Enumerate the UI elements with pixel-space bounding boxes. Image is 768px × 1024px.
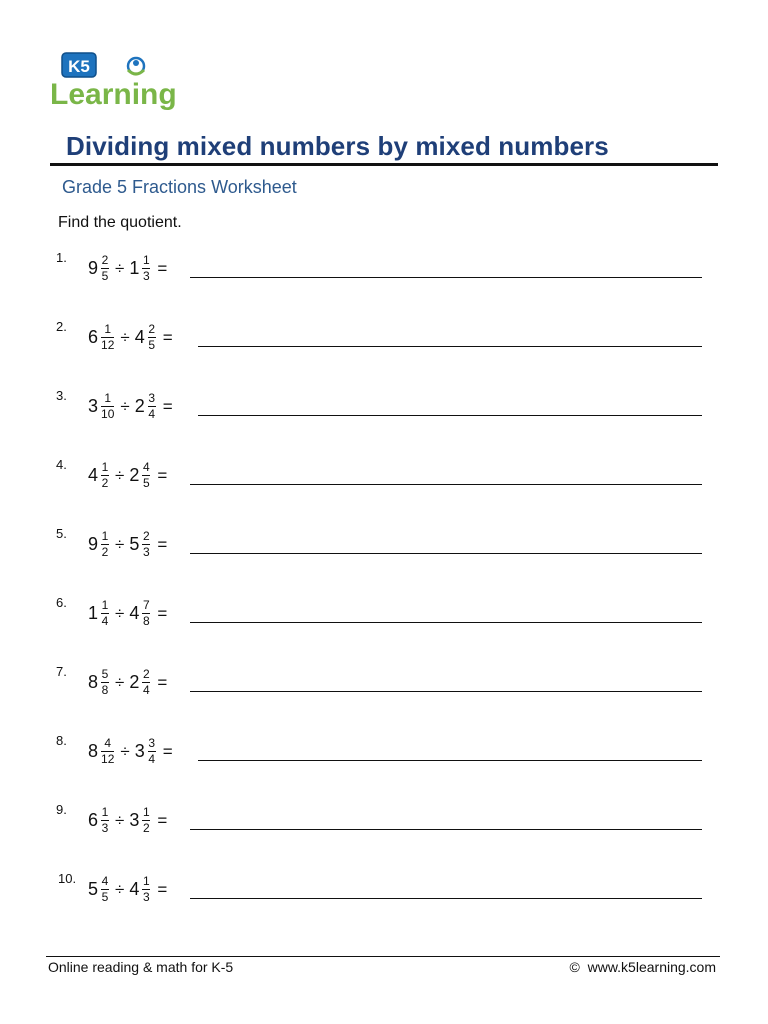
numerator: 4: [143, 460, 150, 474]
answer-line[interactable]: [190, 622, 702, 623]
footer-tagline: Online reading & math for K-5: [48, 959, 234, 975]
problem-row: [56, 319, 716, 359]
fraction: [101, 323, 114, 352]
fraction: [101, 737, 114, 766]
problem-expression: [88, 254, 167, 283]
denominator: 3: [143, 890, 150, 904]
fraction: [101, 668, 109, 697]
denominator: 4: [101, 614, 109, 628]
problem-row: [56, 526, 716, 566]
whole-number: 3: [134, 741, 145, 761]
whole-number: 5: [129, 534, 140, 554]
divide-sign: ÷: [115, 672, 125, 692]
whole-number: 2: [134, 396, 145, 416]
whole-number: 3: [88, 396, 99, 416]
divide-sign: ÷: [115, 603, 125, 623]
equals-sign: =: [157, 258, 168, 278]
denominator: 4: [148, 752, 156, 766]
whole-number: 6: [88, 810, 99, 830]
problem-expression: [88, 323, 173, 352]
problem-row: [56, 457, 716, 497]
problem-number: 7.: [56, 664, 67, 679]
fraction: [142, 806, 150, 835]
fraction: [101, 461, 109, 490]
whole-number: 6: [88, 327, 99, 347]
numerator: 1: [143, 805, 150, 819]
numerator: 1: [101, 460, 109, 474]
whole-number: 4: [129, 879, 140, 899]
denominator: 2: [101, 476, 109, 490]
numerator: 1: [101, 805, 109, 819]
denominator: 5: [101, 269, 109, 283]
fraction: [142, 254, 150, 283]
problem-row: [56, 595, 716, 635]
numerator: 2: [143, 529, 150, 543]
copyright-symbol: ©: [569, 959, 580, 975]
denominator: 4: [148, 407, 156, 421]
numerator: 7: [143, 598, 150, 612]
denominator: 4: [143, 683, 150, 697]
website-link[interactable]: www.k5learning.com: [587, 959, 716, 975]
equals-sign: =: [157, 810, 168, 830]
numerator: 2: [143, 667, 150, 681]
answer-line[interactable]: [190, 829, 702, 830]
fraction: [142, 668, 150, 697]
fraction: [148, 323, 156, 352]
fraction: [142, 461, 150, 490]
whole-number: 9: [88, 258, 99, 278]
equals-sign: =: [157, 603, 168, 623]
whole-number: 2: [129, 465, 140, 485]
numerator: 4: [101, 874, 109, 888]
equals-sign: =: [162, 327, 173, 347]
problem-row: [56, 250, 716, 290]
numerator: 1: [104, 322, 112, 336]
denominator: 3: [101, 821, 109, 835]
denominator: 8: [143, 614, 150, 628]
answer-line[interactable]: [198, 415, 702, 416]
divide-sign: ÷: [115, 534, 125, 554]
problem-expression: [88, 599, 167, 628]
denominator: 5: [101, 890, 109, 904]
instructions: Find the quotient.: [58, 214, 182, 231]
fraction: [142, 599, 150, 628]
fraction: [101, 254, 109, 283]
numerator: 1: [143, 874, 150, 888]
numerator: 3: [148, 391, 156, 405]
equals-sign: =: [157, 465, 168, 485]
footer-website[interactable]: [570, 959, 717, 975]
fraction: [101, 599, 109, 628]
whole-number: 4: [129, 603, 140, 623]
fraction: [148, 737, 156, 766]
divide-sign: ÷: [115, 810, 125, 830]
answer-line[interactable]: [190, 898, 702, 899]
whole-number: 1: [129, 258, 140, 278]
numerator: 1: [101, 598, 109, 612]
problem-row: [56, 802, 716, 842]
problem-expression: [88, 737, 173, 766]
equals-sign: =: [162, 396, 173, 416]
denominator: 10: [101, 407, 115, 421]
denominator: 12: [101, 338, 115, 352]
problem-row: [56, 388, 716, 428]
problem-row: [56, 664, 716, 704]
problem-number: 8.: [56, 733, 67, 748]
problem-row: [56, 733, 716, 773]
fraction: [101, 875, 109, 904]
denominator: 5: [143, 476, 150, 490]
divide-sign: ÷: [120, 741, 130, 761]
answer-line[interactable]: [190, 553, 702, 554]
numerator: 3: [148, 736, 156, 750]
fraction: [148, 392, 156, 421]
divide-sign: ÷: [115, 258, 125, 278]
page-title: Dividing mixed numbers by mixed numbers: [66, 131, 609, 161]
numerator: 5: [101, 667, 109, 681]
problem-number: 4.: [56, 457, 67, 472]
page-subtitle: Grade 5 Fractions Worksheet: [62, 177, 297, 197]
logo-learning-text: Learning: [50, 78, 177, 111]
numerator: 4: [104, 736, 112, 750]
whole-number: 4: [88, 465, 99, 485]
divide-sign: ÷: [120, 396, 130, 416]
footer-divider: [46, 956, 720, 957]
fraction: [101, 392, 114, 421]
whole-number: 9: [88, 534, 99, 554]
problem-expression: [88, 392, 173, 421]
problem-number: 9.: [56, 802, 67, 817]
fraction: [101, 530, 109, 559]
answer-line[interactable]: [198, 760, 702, 761]
whole-number: 8: [88, 672, 99, 692]
denominator: 3: [143, 545, 150, 559]
numerator: 2: [101, 253, 109, 267]
problem-row: [56, 871, 716, 911]
problem-expression: [88, 875, 167, 904]
problem-number: 5.: [56, 526, 67, 541]
whole-number: 8: [88, 741, 99, 761]
problem-expression: [88, 530, 167, 559]
divide-sign: ÷: [120, 327, 130, 347]
whole-number: 4: [134, 327, 145, 347]
problem-number: 3.: [56, 388, 67, 403]
k5-learning-logo: [48, 50, 188, 114]
denominator: 2: [143, 821, 150, 835]
fraction: [101, 806, 109, 835]
fraction: [142, 875, 150, 904]
whole-number: 1: [88, 603, 99, 623]
answer-line[interactable]: [190, 484, 702, 485]
equals-sign: =: [157, 534, 168, 554]
problem-expression: [88, 461, 167, 490]
divide-sign: ÷: [115, 465, 125, 485]
answer-line[interactable]: [190, 277, 702, 278]
problem-expression: [88, 668, 167, 697]
denominator: 5: [148, 338, 156, 352]
denominator: 3: [143, 269, 150, 283]
whole-number: 5: [88, 879, 99, 899]
logo-k5-text: K5: [68, 57, 90, 76]
equals-sign: =: [162, 741, 173, 761]
numerator: 1: [104, 391, 112, 405]
denominator: 8: [101, 683, 109, 697]
whole-number: 3: [129, 810, 140, 830]
whole-number: 2: [129, 672, 140, 692]
divide-sign: ÷: [115, 879, 125, 899]
problem-expression: [88, 806, 167, 835]
denominator: 2: [101, 545, 109, 559]
equals-sign: =: [157, 879, 168, 899]
problem-number: 10.: [58, 871, 77, 886]
equals-sign: =: [157, 672, 168, 692]
problem-number: 1.: [56, 250, 67, 265]
problem-number: 2.: [56, 319, 67, 334]
answer-line[interactable]: [198, 346, 702, 347]
title-divider: [50, 163, 718, 166]
answer-line[interactable]: [190, 691, 702, 692]
problem-number: 6.: [56, 595, 67, 610]
denominator: 12: [101, 752, 115, 766]
numerator: 1: [143, 253, 150, 267]
numerator: 2: [148, 322, 156, 336]
fraction: [142, 530, 150, 559]
numerator: 1: [101, 529, 109, 543]
